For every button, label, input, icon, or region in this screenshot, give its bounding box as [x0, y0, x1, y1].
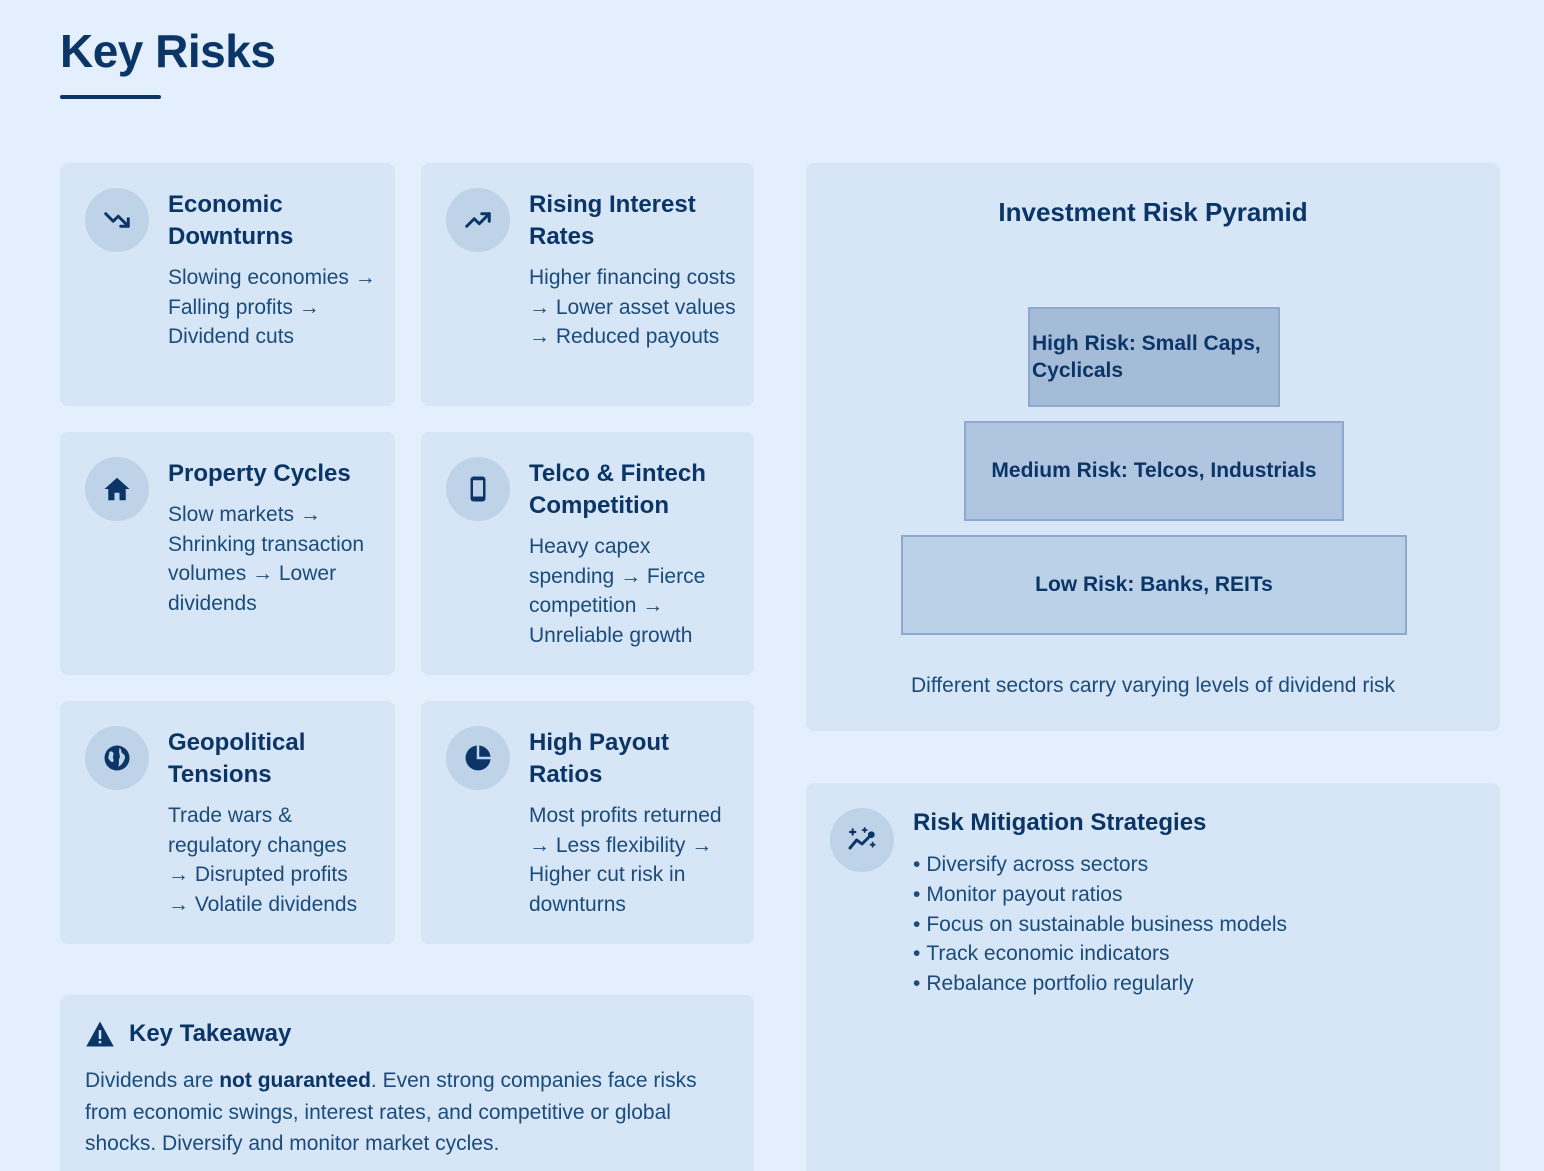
warning-icon — [85, 1020, 115, 1048]
risk-card-rising-interest-rates — [421, 163, 754, 406]
risk-description: Most profits returned → Less flexibility → Higher cut risk in downturns — [529, 804, 722, 916]
risk-card-telco-fintech — [421, 432, 754, 675]
pyramid-tier-high — [1028, 307, 1280, 407]
pie-chart-icon — [446, 726, 510, 790]
pyramid-caption: Different sectors carry varying levels of dividend risk — [911, 674, 1395, 697]
list-item: • Focus on sustainable business models — [913, 910, 1287, 940]
risk-card-property-cycles — [60, 432, 395, 675]
takeaway-emphasis: not guaranteed — [219, 1069, 371, 1092]
pyramid-tier-medium — [964, 421, 1344, 521]
tier-label: Low Risk: Banks, REITs — [1035, 573, 1273, 596]
sparkle-chart-icon — [830, 808, 894, 872]
risk-description: Trade wars & regulatory changes → Disrupted profits → Volatile dividends — [168, 804, 358, 916]
list-item: • Diversify across sectors — [913, 850, 1287, 880]
page-title: Key Risks — [60, 25, 276, 77]
mitigation-title: Risk Mitigation Strategies — [913, 809, 1207, 836]
risk-title: Rising Interest Rates — [529, 191, 696, 250]
risk-description: Heavy capex spending → Fierce competition → Unreliable growth — [529, 535, 706, 647]
risk-card-geopolitical-tensions — [60, 701, 395, 944]
list-item: • Rebalance portfolio regularly — [913, 969, 1287, 999]
risk-pyramid-panel — [806, 163, 1500, 731]
list-item: • Track economic indicators — [913, 939, 1287, 969]
list-item: • Monitor payout ratios — [913, 880, 1287, 910]
takeaway-text-end: . Even strong companies face risks from economic swings, interest rates, and competitive or global shocks. Diversify and monitor market cycles. — [85, 1069, 697, 1155]
takeaway-text-start: Dividends are — [85, 1069, 220, 1092]
risk-description: Slowing economies → Falling profits → Dividend cuts — [168, 266, 376, 348]
mitigation-list — [913, 850, 1287, 999]
trending-down-icon — [85, 188, 149, 252]
tier-label: Medium Risk: Telcos, Industrials — [991, 459, 1317, 482]
tier-label: High Risk: Small Caps, Cyclicals — [1032, 332, 1261, 382]
home-icon — [85, 457, 149, 521]
risk-title: Economic Downturns — [168, 191, 294, 250]
pyramid-tier-low — [901, 535, 1407, 635]
risk-title: Telco & Fintech Competition — [529, 460, 706, 519]
key-takeaway-panel — [60, 995, 754, 1171]
globe-icon — [85, 726, 149, 790]
risk-title: High Payout Ratios — [529, 729, 670, 788]
takeaway-header — [85, 1020, 291, 1048]
smartphone-icon — [446, 457, 510, 521]
risk-description: Slow markets → Shrinking transaction volumes → Lower dividends — [168, 503, 365, 615]
takeaway-title: Key Takeaway — [129, 1020, 292, 1047]
risk-mitigation-panel — [806, 783, 1500, 1171]
risk-title: Property Cycles — [168, 460, 351, 487]
risk-card-economic-downturns — [60, 163, 395, 406]
risk-card-high-payout-ratios — [421, 701, 754, 944]
pyramid-title: Investment Risk Pyramid — [998, 197, 1308, 227]
risk-title: Geopolitical Tensions — [168, 729, 306, 788]
risk-description: Higher financing costs → Lower asset values → Reduced payouts — [529, 266, 736, 348]
title-underline — [60, 95, 161, 99]
trending-up-icon — [446, 188, 510, 252]
takeaway-text — [85, 1065, 725, 1160]
